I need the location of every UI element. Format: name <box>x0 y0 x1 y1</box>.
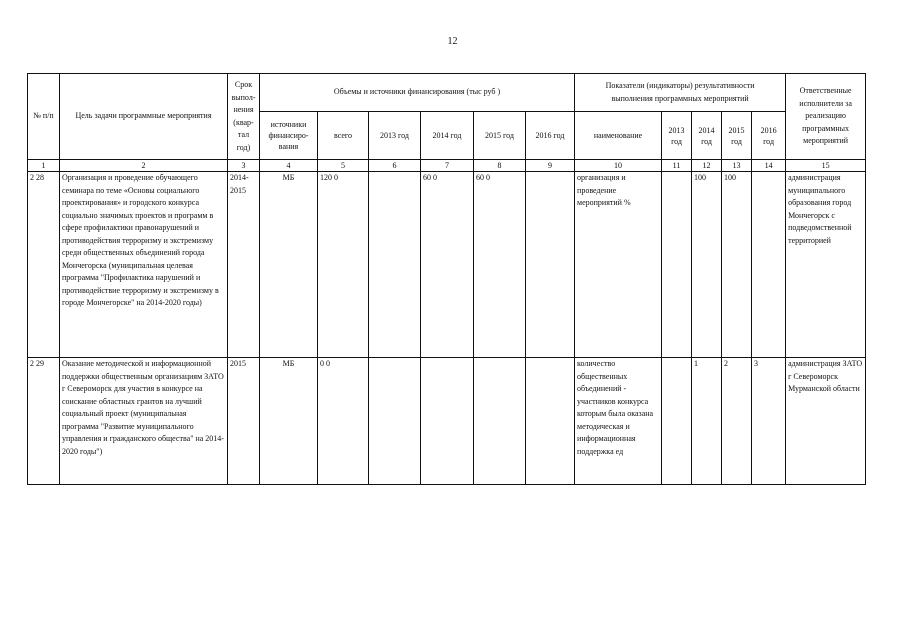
header-total: всего <box>318 112 369 160</box>
program-activities-table <box>27 73 866 485</box>
row-indicator-2016 <box>752 172 786 358</box>
header-num: № п/п <box>28 74 60 160</box>
row-2015: 60 0 <box>474 172 526 358</box>
header-2016: 2016 год <box>526 112 575 160</box>
row-term: 2015 <box>228 358 260 485</box>
row-2016 <box>526 358 575 485</box>
column-number: 3 <box>228 160 260 172</box>
row-term: 2014- 2015 <box>228 172 260 358</box>
header-2014: 2014 год <box>421 112 474 160</box>
header-indicator-2015: 2015 год <box>722 112 752 160</box>
row-2016 <box>526 172 575 358</box>
row-goal: Оказание методической и информационной поддержки общественным организациям ЗАТО г Североморск для участия в конкурсе на соискание областных грантов на лучший социальный проект (муниципальная программа "Развитие муниципального управления и гражданского общества" на 2014-2020 годы") <box>60 358 228 485</box>
row-indicator-2013 <box>662 172 692 358</box>
header-2015: 2015 год <box>474 112 526 160</box>
row-2014 <box>421 358 474 485</box>
column-number: 15 <box>786 160 866 172</box>
column-number: 1 <box>28 160 60 172</box>
column-number: 9 <box>526 160 575 172</box>
header-responsible: Ответственные исполнители за реализацию программных мероприятий <box>786 74 866 160</box>
table-row <box>28 172 866 358</box>
column-number-row <box>28 160 866 172</box>
column-number: 4 <box>260 160 318 172</box>
column-number: 2 <box>60 160 228 172</box>
row-indicator-2014: 100 <box>692 172 722 358</box>
column-number: 10 <box>575 160 662 172</box>
header-indicator-2014: 2014 год <box>692 112 722 160</box>
column-number: 13 <box>722 160 752 172</box>
row-indicator-name: количество общественных объединений - участников конкурса которым была оказана методическая и информационная поддержка ед <box>575 358 662 485</box>
row-indicator-2016: 3 <box>752 358 786 485</box>
header-indicator-2013: 2013 год <box>662 112 692 160</box>
row-total: 0 0 <box>318 358 369 485</box>
row-indicator-2014: 1 <box>692 358 722 485</box>
row-2013 <box>369 172 421 358</box>
column-number: 11 <box>662 160 692 172</box>
column-number: 5 <box>318 160 369 172</box>
column-number: 14 <box>752 160 786 172</box>
row-indicator-2015: 2 <box>722 358 752 485</box>
row-num: 2 28 <box>28 172 60 358</box>
column-number: 6 <box>369 160 421 172</box>
row-goal: Организация и проведение обучающего семинара по теме «Основы социального проектирования» и городского конкурса социально значимых проектов и программ в сфере профилактики правонарушений и противодействия терроризму и экстремизму среди общественных объединений города Мончегорска (муниципальная целевая программа "Профилактика нарушений и противодействие терроризму и экстремизму в городе Мончегорске" на 2014-2020 годы) <box>60 172 228 358</box>
header-sources: источники финансиро- вания <box>260 112 318 160</box>
column-number: 8 <box>474 160 526 172</box>
row-total: 120 0 <box>318 172 369 358</box>
header-term: Срок выпол- нения (квар- тал год) <box>228 74 260 160</box>
header-indicators-group: Показатели (индикаторы) результативности выполнения программных мероприятий <box>575 74 786 112</box>
header-2013: 2013 год <box>369 112 421 160</box>
column-number: 12 <box>692 160 722 172</box>
row-responsible: администрация ЗАТО г Североморск Мурманской области <box>786 358 866 485</box>
row-source: МБ <box>260 172 318 358</box>
row-indicator-2015: 100 <box>722 172 752 358</box>
row-indicator-name: организация и проведение мероприятий % <box>575 172 662 358</box>
row-2013 <box>369 358 421 485</box>
header-funding-group: Объемы и источники финансирования (тыс руб ) <box>260 74 575 112</box>
row-source: МБ <box>260 358 318 485</box>
column-number: 7 <box>421 160 474 172</box>
row-2014: 60 0 <box>421 172 474 358</box>
table-row <box>28 358 866 485</box>
row-2015 <box>474 358 526 485</box>
row-indicator-2013 <box>662 358 692 485</box>
header-indicator-name: наименование <box>575 112 662 160</box>
page-number: 12 <box>447 36 458 47</box>
header-row-main <box>28 74 866 112</box>
header-indicator-2016: 2016 год <box>752 112 786 160</box>
row-responsible: администрация муниципального образования город Мончегорск с подведомственной территорией <box>786 172 866 358</box>
header-goal: Цель задачи программные мероприятия <box>60 74 228 160</box>
row-num: 2 29 <box>28 358 60 485</box>
